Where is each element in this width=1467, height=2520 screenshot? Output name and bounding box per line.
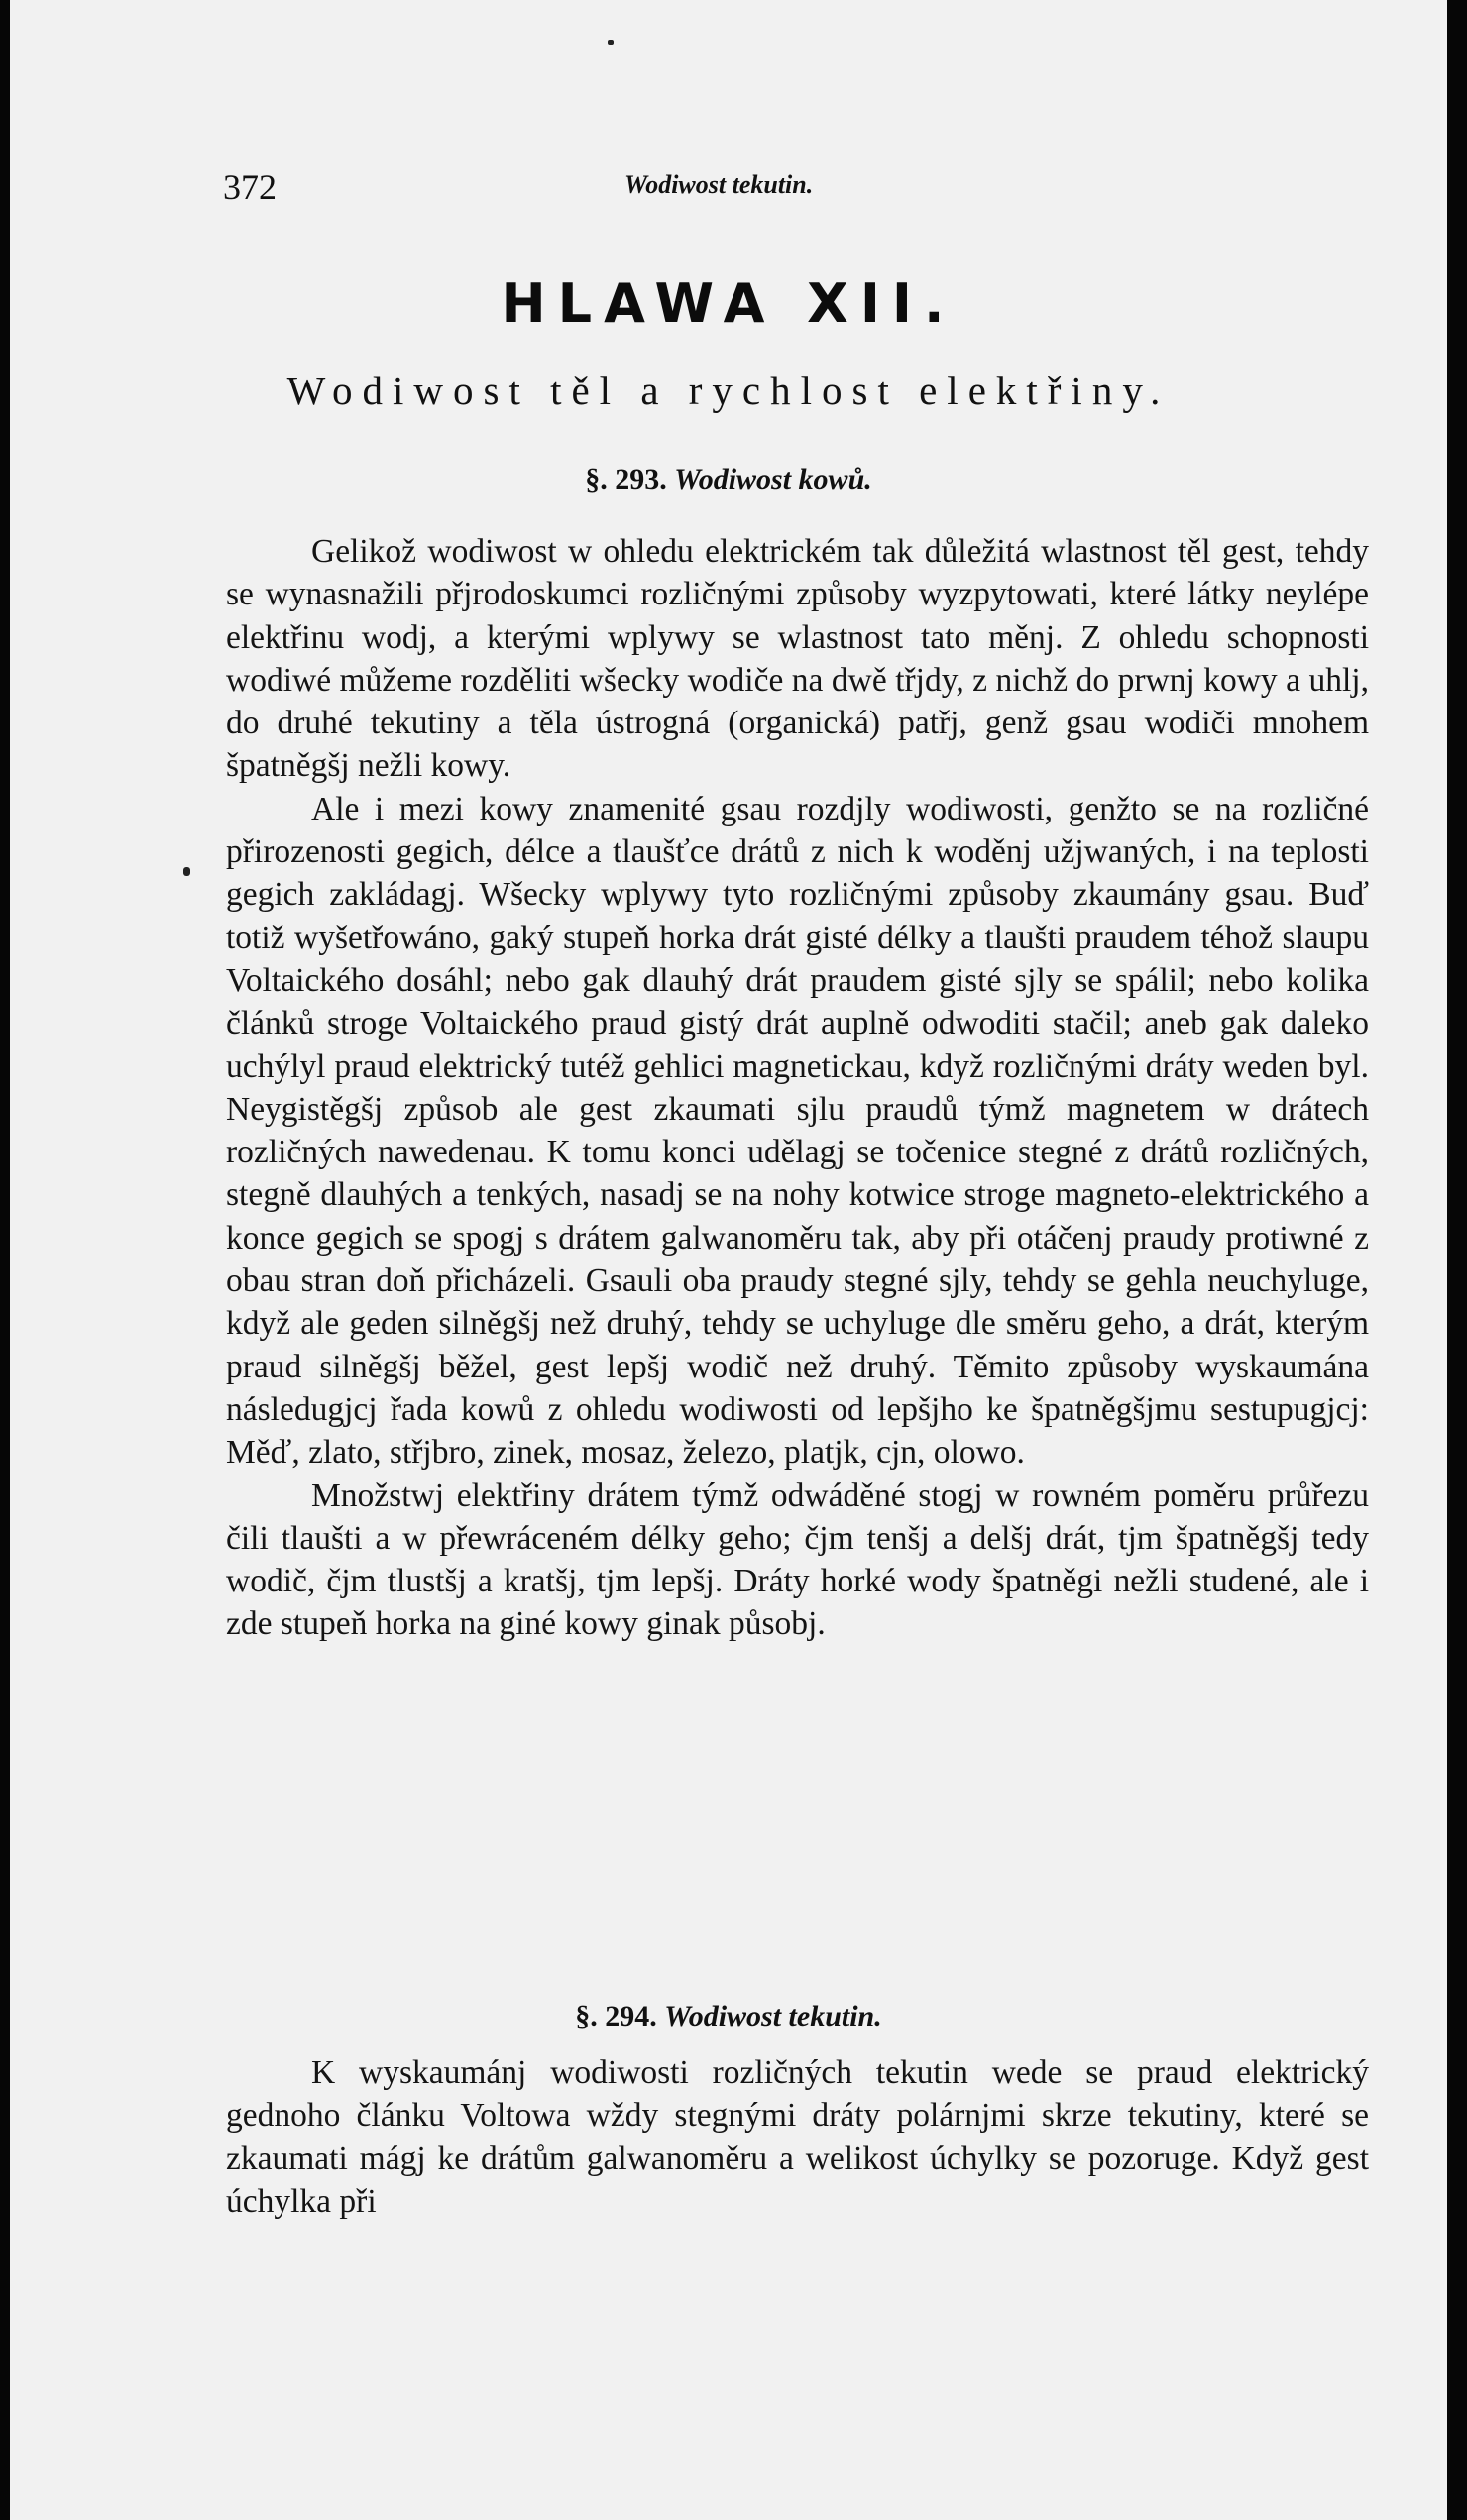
paragraph: K wyskaumánj wodiwosti rozličných tekutin wede se praud elektrický gednoho článku Voltowa wždy stegnými dráty polárnjmi skrze tekutiny, které se zkaumati mágj ke drátům galwanoměru a welikost úchylky se pozoruge. Když gest úchylka při: [226, 2054, 1369, 2220]
running-title: Wodiwost tekutin.: [624, 170, 814, 199]
paragraph: Gelikož wodiwost w ohledu elektrickém tak důležitá wlastnost těl gest, tehdy se wynasnažili přjrodoskumci rozličnými způsoby wyzpytowati, které látky neylépe elektřinu wodj, a kterými wplywy se wlastnost tato měnj. Z ohledu schopnosti wodiwé můžeme rozděliti wšecky wodiče na dwě třjdy, z nichž do prwnj kowy a uhlj, do druhé tekutiny a těla ústrogná (organická) patřj, genž gsau wodiči mnohem špatněgšj nežli kowy.: [226, 533, 1369, 785]
section-body: [226, 2051, 1369, 2223]
print-speck: [608, 40, 614, 45]
paragraph: Ale i mezi kowy znamenité gsau rozdjly wodiwosti, genžto se na rozličné přirozenosti gegich, délce a tlaušťce drátů z nich k woděnj užjwaných, i na teplosti gegich zakládagj. Wšecky wplywy tyto rozličnými způsoby zkaumány gsau. Buď totiž wyšetřowáno, gaký stupeň horka drát gisté délky a tlaušti praudem téhož slaupu Voltaického dosáhl; nebo gak dlauhý drát praudem gisté sjly se spálil; nebo kolika článků stroge Voltaického praud gistý drát auplně odwoditi stačil; aneb gak daleko uchýlyl praud elektrický tutéž gehlici magnetickau, když rozličnými dráty weden byl. Neygistěgšj způsob ale gest zkaumati sjlu praudů týmž magnetem w drátech rozličných nawedenau. K tomu konci udělagj se točenice stegné z drátů rozličných, stegně dlauhých a tenkých, nasadj se na nohy kotwice stroge magneto-elektrického a konce gegich se spogj s drátem galwanoměru tak, aby při otáčenj praudy protiwné z obau stran doň přicházeli. Gsauli oba praudy stegné sjly, tehdy se gehla neuchyluge, když ale geden silněgšj než druhý, tehdy se uchyluge dle směru geho, a drát, kterým praud silněgšj běžel, gest lepšj wodič než druhý. Těmito způsoby wyskaumána následugjcj řada kowů z ohledu wodiwosti od lepšjho ke špatněgšjmu sestupugjcj: Měď, zlato, střjbro, zinek, mosaz, železo, platjk, cjn, olowo.: [226, 790, 1369, 1472]
section-body: [226, 530, 1369, 1646]
chapter-heading: HLAWA XII.: [501, 273, 957, 335]
book-page: [10, 0, 1447, 2520]
section-title: Wodiwost tekutin.: [664, 2000, 882, 2032]
margin-mark: [183, 867, 190, 876]
section-heading: [10, 2000, 1447, 2033]
running-head: [223, 166, 1369, 206]
section-number: §. 293.: [585, 463, 667, 495]
chapter-subtitle: Wodiwost těl a rychlost elektřiny.: [286, 368, 1171, 413]
section-number: §. 294.: [575, 2000, 657, 2032]
section-title: Wodiwost kowů.: [674, 463, 872, 495]
paragraph: Množstwj elektřiny drátem týmž odwáděné stogj w rowném poměru průřezu čili tlaušti a w přewráceném délky geho; čjm tenšj a delšj drát, tjm špatněgšj tedy wodič, čjm tlustšj a kratšj, tjm lepšj. Dráty horké wody špatněgi nežli studené, ale i zde stupeň horka na giné kowy ginak působj.: [226, 1477, 1369, 1643]
section-heading: [10, 463, 1447, 496]
page-number: 372: [223, 167, 277, 207]
